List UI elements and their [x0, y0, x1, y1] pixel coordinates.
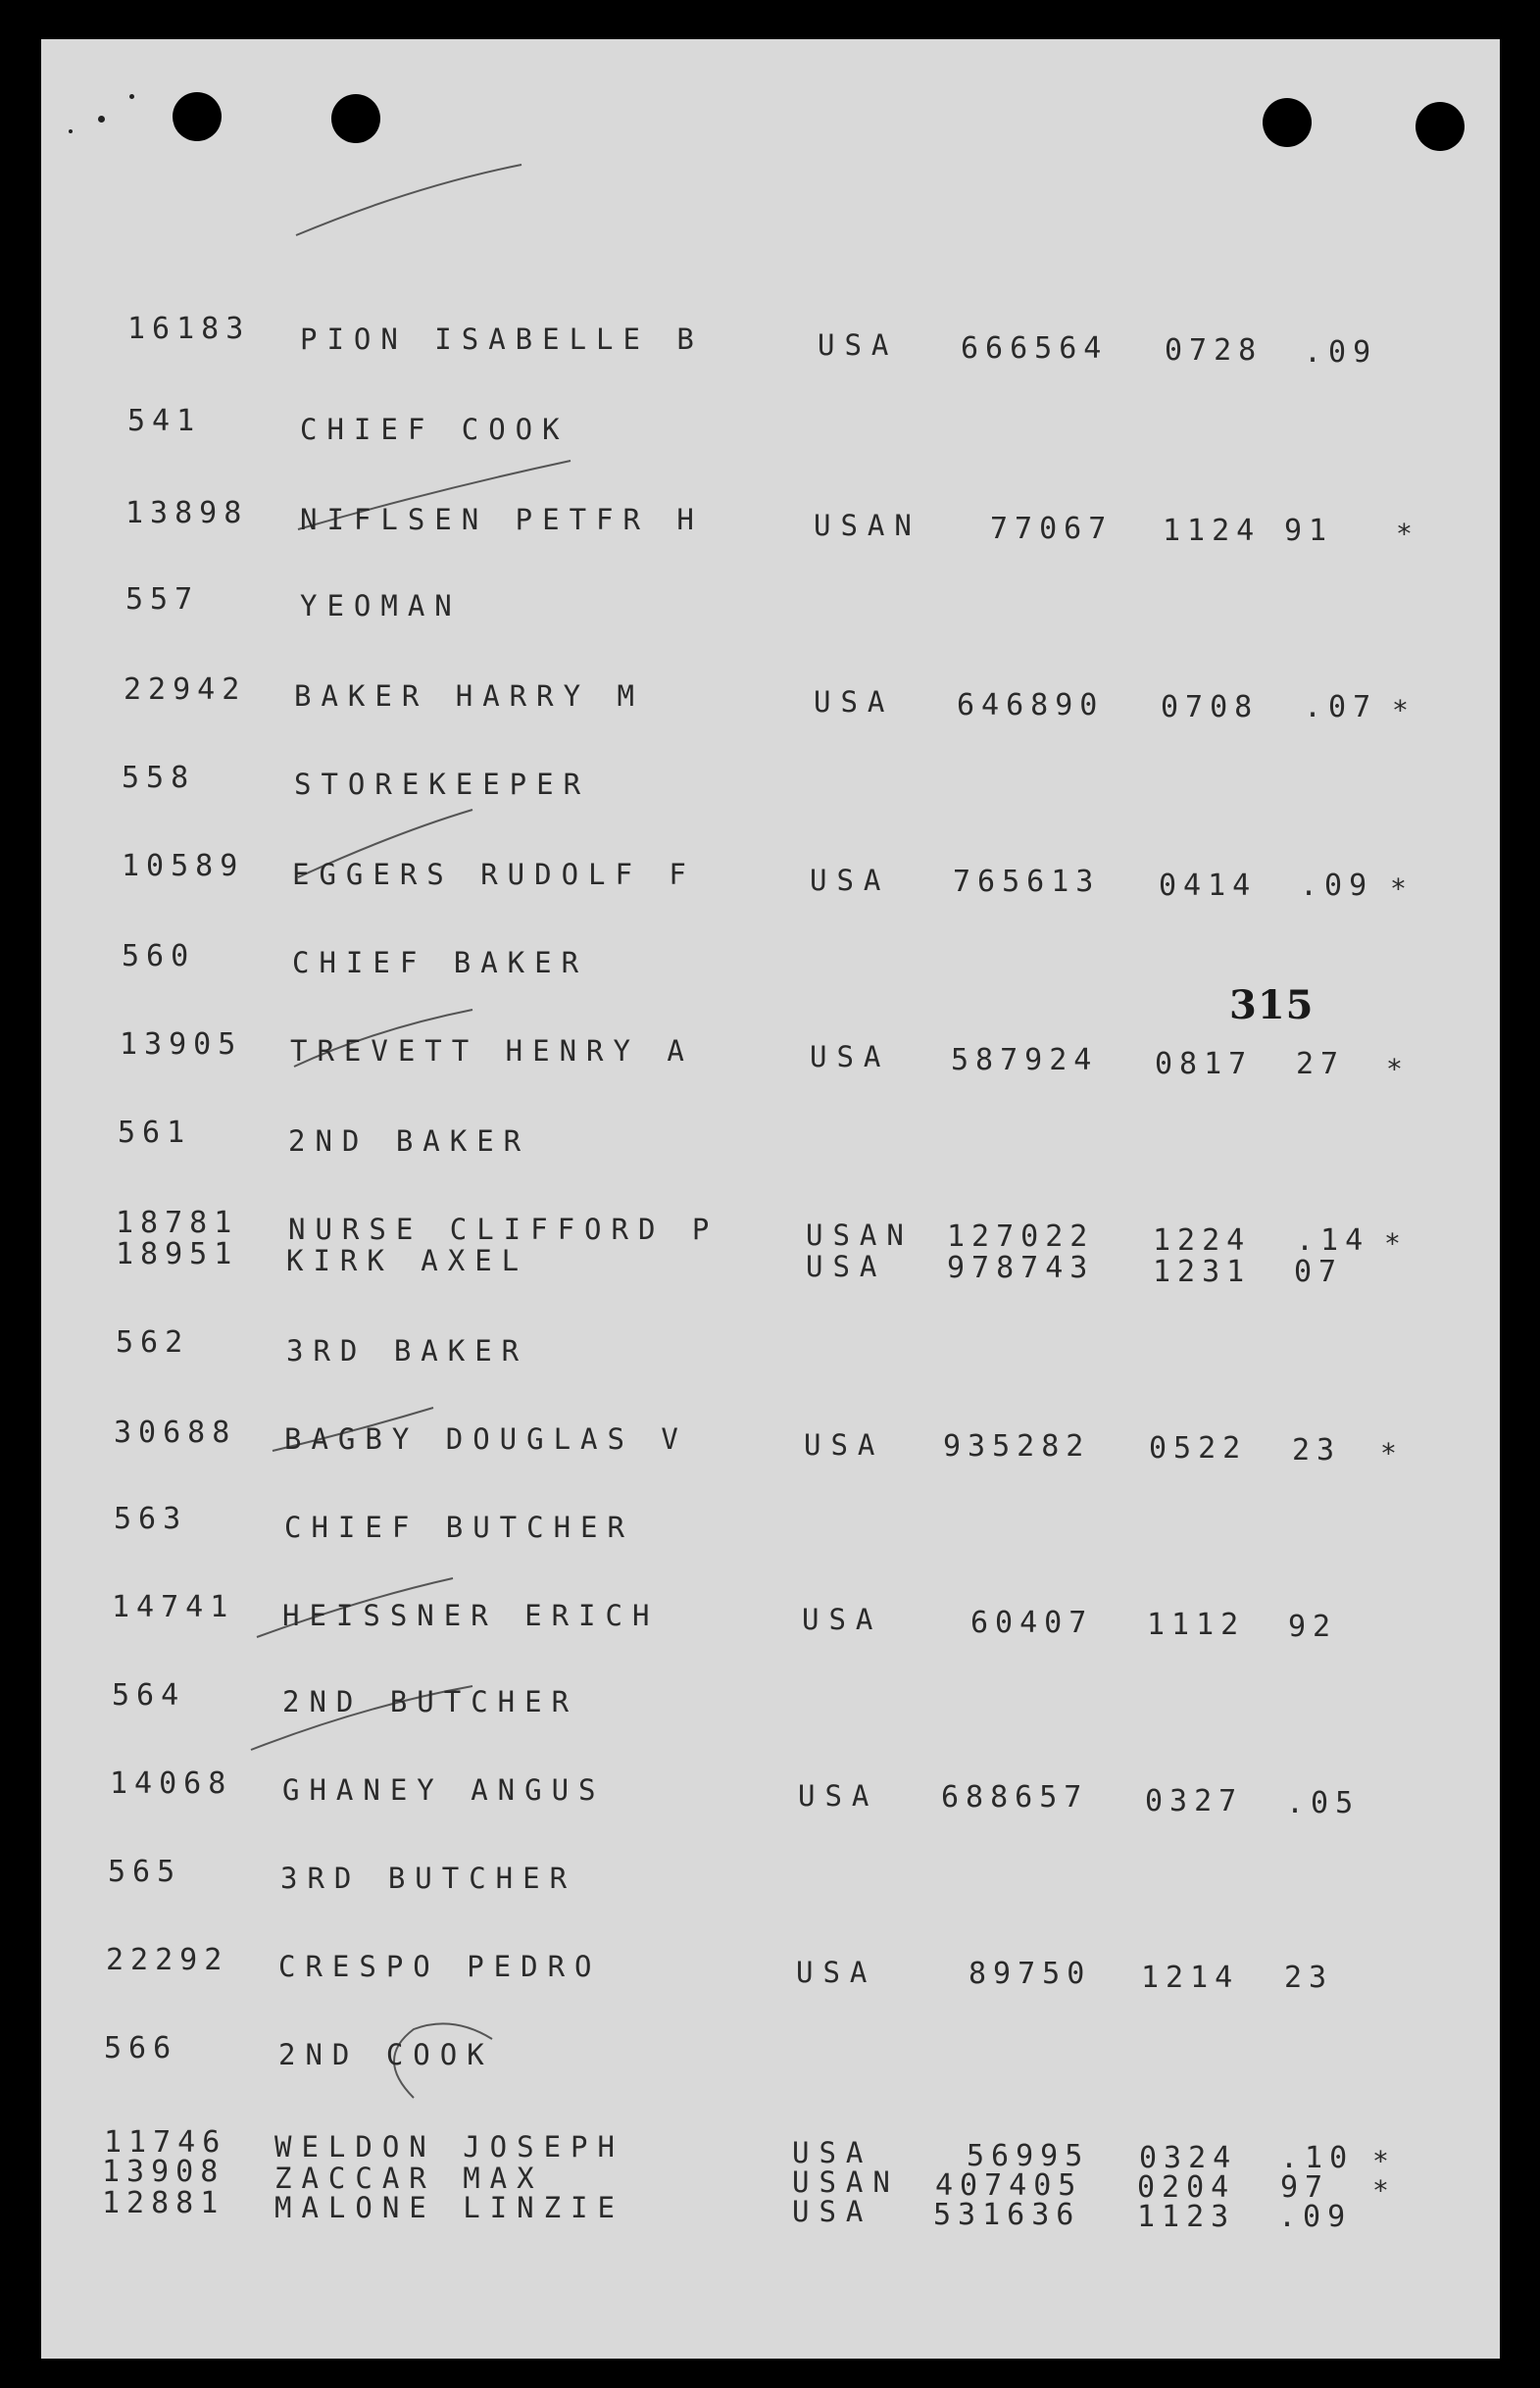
date-code: 1214	[1141, 1961, 1240, 1995]
rating-title: YEOMAN	[300, 589, 462, 622]
value: 23	[1292, 1433, 1342, 1468]
nationality: USAN	[806, 1219, 914, 1252]
record-number: 13898	[125, 496, 249, 530]
crew-name: ZACCAR MAX	[274, 2162, 544, 2195]
id-number: 587924	[951, 1043, 1099, 1077]
date-code: 0204	[1137, 2170, 1236, 2205]
nationality: USA	[806, 1250, 887, 1283]
value: .09	[1304, 335, 1378, 370]
asterisk-mark: *	[1396, 518, 1413, 550]
date-code: 0728	[1165, 333, 1264, 368]
nationality: USA	[810, 1040, 891, 1073]
id-number: 688657	[941, 1780, 1089, 1815]
rating-title: 2ND COOK	[278, 2038, 494, 2071]
id-number: 60407	[970, 1606, 1094, 1640]
nationality: USA	[810, 864, 891, 897]
value: 27	[1296, 1047, 1346, 1081]
crew-name: WELDON JOSEPH	[274, 2130, 624, 2164]
date-code: 1231	[1153, 1255, 1252, 1289]
rating-title: 2ND BAKER	[288, 1124, 531, 1158]
rating-code: 541	[127, 404, 202, 438]
record-number: 13905	[120, 1027, 243, 1062]
asterisk-mark: *	[1386, 1053, 1403, 1085]
crew-name: HEISSNER ERICH	[282, 1599, 660, 1632]
rating-code: 560	[122, 939, 196, 973]
id-number: 56995	[967, 2139, 1090, 2173]
id-number: 127022	[947, 1219, 1095, 1254]
pencil-check-marks	[41, 39, 1500, 2359]
crew-name: GHANEY ANGUS	[282, 1773, 606, 1807]
record-number: 14741	[112, 1590, 235, 1624]
rating-title: CHIEF COOK	[300, 413, 570, 446]
crew-name: NURSE CLIFFORD P	[288, 1213, 720, 1246]
nationality: USA	[818, 328, 899, 362]
date-code: 0327	[1145, 1784, 1244, 1818]
id-number: 646890	[957, 688, 1105, 722]
date-code: 1123	[1137, 2200, 1236, 2234]
record-number: 11746	[104, 2125, 227, 2160]
crew-name: EGGERS RUDOLF F	[292, 858, 696, 891]
date-code: 0708	[1161, 690, 1260, 724]
value: .07	[1304, 690, 1378, 724]
asterisk-mark: *	[1372, 2145, 1389, 2177]
nationality: USA	[804, 1428, 885, 1462]
value: .05	[1286, 1786, 1361, 1820]
crew-name: BAGBY DOUGLAS V	[284, 1422, 688, 1456]
nationality: USA	[798, 1779, 879, 1813]
asterisk-mark: *	[1384, 1227, 1401, 1260]
id-number: 407405	[935, 2168, 1083, 2203]
asterisk-mark: *	[1380, 1437, 1397, 1469]
value: 23	[1284, 1961, 1334, 1995]
date-code: 1224	[1153, 1223, 1252, 1258]
rating-code: 558	[122, 761, 196, 795]
value: .09	[1300, 869, 1374, 903]
record-number: 18781	[116, 1206, 239, 1240]
record-number: 14068	[110, 1766, 233, 1801]
page-number: 315	[1229, 982, 1315, 1028]
nationality: USA	[792, 2195, 873, 2228]
crew-name: CRESPO PEDRO	[278, 1950, 602, 1983]
rating-code: 562	[116, 1325, 190, 1360]
rating-title: 3RD BUTCHER	[280, 1862, 577, 1895]
record-number: 10589	[122, 849, 245, 883]
nationality: USA	[814, 685, 895, 719]
nationality: USA	[796, 1956, 877, 1989]
crew-name: NIFLSEN PETFR H	[300, 503, 704, 536]
id-number: 531636	[933, 2198, 1081, 2232]
date-code: 1112	[1147, 1608, 1246, 1642]
record-number: 18951	[116, 1237, 239, 1271]
nationality: USAN	[814, 509, 921, 542]
asterisk-mark: *	[1392, 694, 1409, 726]
date-code: 1124	[1163, 514, 1262, 548]
asterisk-mark: *	[1372, 2174, 1389, 2207]
value: 91	[1284, 514, 1334, 548]
id-number: 77067	[990, 512, 1114, 546]
id-number: 978743	[947, 1251, 1095, 1285]
date-code: 0817	[1155, 1047, 1254, 1081]
value: .09	[1278, 2200, 1353, 2234]
crew-name: MALONE LINZIE	[274, 2191, 624, 2224]
rating-title: CHIEF BUTCHER	[284, 1511, 634, 1544]
rating-code: 557	[125, 582, 200, 617]
document-page	[41, 39, 1500, 2359]
record-number: 12881	[102, 2186, 225, 2220]
id-number: 765613	[953, 865, 1101, 899]
record-number: 16183	[127, 312, 251, 346]
nationality: USA	[802, 1603, 883, 1636]
rating-title: 3RD BAKER	[286, 1334, 529, 1368]
rating-title: STOREKEEPER	[294, 768, 591, 801]
crew-name: KIRK AXEL	[286, 1244, 529, 1277]
record-number: 22942	[124, 672, 247, 707]
rating-title: CHIEF BAKER	[292, 946, 589, 979]
nationality: USA	[792, 2136, 873, 2169]
id-number: 935282	[943, 1429, 1091, 1464]
record-number: 22292	[106, 1943, 229, 1977]
asterisk-mark: *	[1390, 872, 1407, 905]
rating-code: 565	[108, 1855, 182, 1889]
value: 97	[1280, 2170, 1330, 2205]
value: 07	[1294, 1255, 1344, 1289]
rating-title: 2ND BUTCHER	[282, 1685, 579, 1718]
value: 92	[1288, 1610, 1338, 1644]
id-number: 89750	[969, 1957, 1092, 1991]
id-number: 666564	[961, 331, 1109, 366]
crew-name: PION ISABELLE B	[300, 323, 704, 356]
rating-code: 561	[118, 1116, 192, 1150]
record-number: 30688	[114, 1416, 237, 1450]
value: .14	[1296, 1223, 1370, 1258]
date-code: 0324	[1139, 2141, 1238, 2175]
date-code: 0522	[1149, 1431, 1248, 1466]
nationality: USAN	[792, 2165, 900, 2199]
rating-code: 564	[112, 1678, 186, 1713]
rating-code: 566	[104, 2031, 178, 2065]
crew-name: BAKER HARRY M	[294, 679, 644, 713]
crew-name: TREVETT HENRY A	[290, 1034, 694, 1068]
record-number: 13908	[102, 2155, 225, 2189]
date-code: 0414	[1159, 869, 1258, 903]
rating-code: 563	[114, 1502, 188, 1536]
value: .10	[1280, 2141, 1355, 2175]
